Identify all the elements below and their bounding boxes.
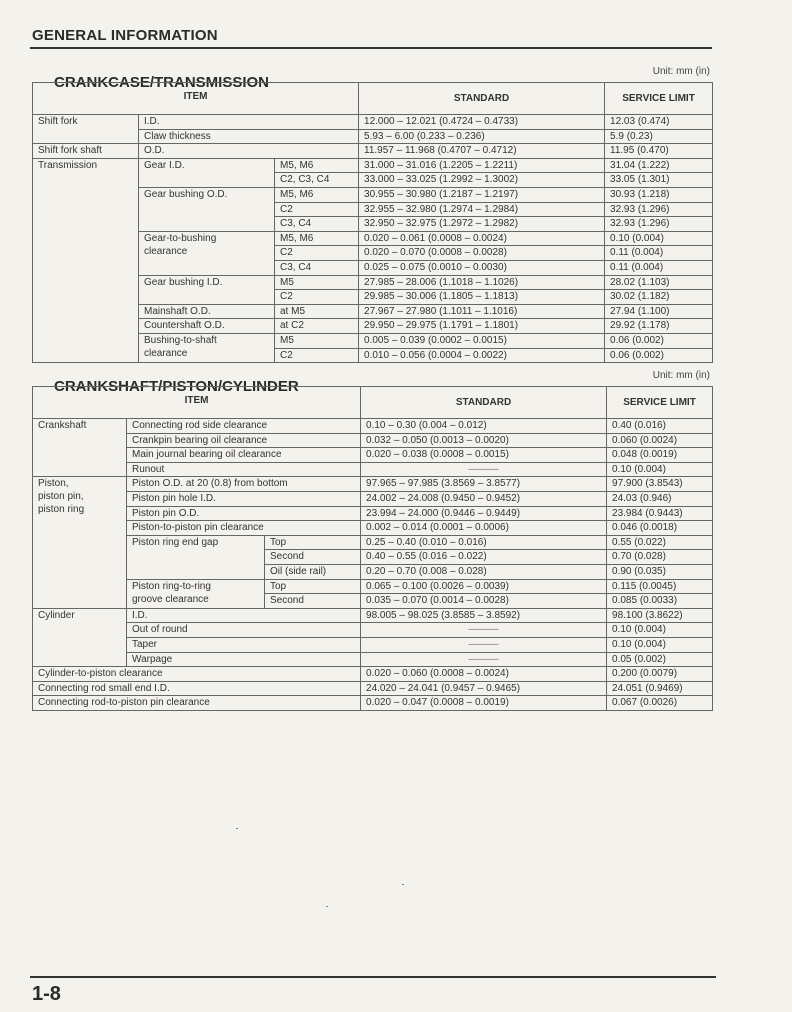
- table-row: [33, 623, 713, 638]
- cell-item-group: Crankshaft: [33, 419, 127, 477]
- cell-standard: 23.994 – 24.000 (0.9446 – 0.9449): [361, 506, 607, 521]
- cell-limit: 0.046 (0.0018): [607, 521, 713, 536]
- cell-item-line: clearance: [144, 347, 188, 359]
- cell-standard: 0.25 – 0.40 (0.010 – 0.016): [361, 535, 607, 550]
- cell-standard: 0.032 – 0.050 (0.0013 – 0.0020): [361, 433, 607, 448]
- section-title: CRANKSHAFT/PISTON/CYLINDER: [48, 378, 305, 395]
- cell-standard: 31.000 – 31.016 (1.2205 – 1.2211): [359, 158, 605, 173]
- cell-standard: 11.957 – 11.968 (0.4707 – 0.4712): [359, 144, 605, 159]
- spec-table: [32, 82, 713, 363]
- scan-speck: [236, 828, 238, 829]
- cell-standard: 24.020 – 24.041 (0.9457 – 0.9465): [361, 681, 607, 696]
- cell-item: Gear bushing O.D.: [139, 187, 275, 231]
- cell-standard: 24.002 – 24.008 (0.9450 – 0.9452): [361, 491, 607, 506]
- cell-limit: 0.90 (0.035): [607, 564, 713, 579]
- table-header-row: [33, 83, 713, 115]
- table-header-row: [33, 387, 713, 419]
- cell-standard: 29.950 – 29.975 (1.1791 – 1.1801): [359, 319, 605, 334]
- cell-item-line: piston pin,: [38, 491, 84, 503]
- cell-standard: 0.025 – 0.075 (0.0010 – 0.0030): [359, 260, 605, 275]
- cell-item: Piston O.D. at 20 (0.8) from bottom: [127, 477, 361, 492]
- table-row: [33, 681, 713, 696]
- cell-item-line: Piston ring-to-ring: [132, 580, 211, 592]
- cell-item: Main journal bearing oil clearance: [127, 448, 361, 463]
- cell-item: [139, 231, 275, 275]
- cell-standard: 32.950 – 32.975 (1.2972 – 1.2982): [359, 217, 605, 232]
- cell-sub: at C2: [275, 319, 359, 334]
- cell-standard: 97.965 – 97.985 (3.8569 – 3.8577): [361, 477, 607, 492]
- table-row: [33, 115, 713, 130]
- cell-item-group: Connecting rod-to-piston pin clearance: [33, 696, 361, 711]
- cell-limit: 30.93 (1.218): [605, 187, 713, 202]
- col-item: ITEM: [33, 387, 361, 419]
- cell-standard: 0.020 – 0.038 (0.0008 – 0.0015): [361, 448, 607, 463]
- cell-standard: ———: [361, 462, 607, 477]
- unit-label: Unit: mm (in): [652, 370, 710, 381]
- cell-sub: Oil (side rail): [265, 564, 361, 579]
- cell-limit: 0.10 (0.004): [607, 462, 713, 477]
- table-row: [33, 667, 713, 682]
- table-row: [33, 696, 713, 711]
- cell-item: I.D.: [139, 115, 359, 130]
- cell-sub: M5, M6: [275, 231, 359, 246]
- cell-limit: 30.02 (1.182): [605, 290, 713, 305]
- cell-item-group: Transmission: [33, 158, 139, 362]
- cell-limit: 23.984 (0.9443): [607, 506, 713, 521]
- header-rule: [30, 47, 712, 49]
- cell-item-line: piston ring: [38, 504, 85, 516]
- cell-standard: 0.20 – 0.70 (0.008 – 0.028): [361, 564, 607, 579]
- cell-item: Taper: [127, 637, 361, 652]
- cell-limit: 32.93 (1.296): [605, 217, 713, 232]
- cell-limit: 33.05 (1.301): [605, 173, 713, 188]
- col-item: ITEM: [33, 83, 359, 115]
- unit-label: Unit: mm (in): [652, 66, 710, 77]
- cell-limit: 0.085 (0.0033): [607, 594, 713, 609]
- scan-speck: [326, 906, 328, 907]
- cell-item: Runout: [127, 462, 361, 477]
- cell-item: Connecting rod side clearance: [127, 419, 361, 434]
- footer-rule: [30, 976, 716, 978]
- cell-sub: at M5: [275, 304, 359, 319]
- cell-item-group: Shift fork: [33, 115, 139, 144]
- cell-limit: 97.900 (3.8543): [607, 477, 713, 492]
- cell-standard: 0.020 – 0.070 (0.0008 – 0.0028): [359, 246, 605, 261]
- cell-item: Piston pin O.D.: [127, 506, 361, 521]
- cell-limit: 0.05 (0.002): [607, 652, 713, 667]
- cell-sub: C2, C3, C4: [275, 173, 359, 188]
- cell-item: I.D.: [127, 608, 361, 623]
- cell-sub: C2: [275, 290, 359, 305]
- cell-item-line: Bushing-to-shaft: [144, 334, 217, 346]
- cell-item: Out of round: [127, 623, 361, 638]
- cell-limit: 0.048 (0.0019): [607, 448, 713, 463]
- cell-item-group: Cylinder: [33, 608, 127, 666]
- cell-standard: 0.002 – 0.014 (0.0001 – 0.0006): [361, 521, 607, 536]
- cell-item: Piston ring end gap: [127, 535, 265, 579]
- cell-limit: 29.92 (1.178): [605, 319, 713, 334]
- table-row: [33, 477, 713, 492]
- table-row: [33, 535, 713, 550]
- cell-standard: 0.020 – 0.060 (0.0008 – 0.0024): [361, 667, 607, 682]
- page-header-title: GENERAL INFORMATION: [32, 27, 218, 44]
- cell-item-group: [33, 477, 127, 608]
- table-row: [33, 652, 713, 667]
- cell-standard: 0.020 – 0.047 (0.0008 – 0.0019): [361, 696, 607, 711]
- table-row: [33, 637, 713, 652]
- col-standard: STANDARD: [359, 83, 605, 115]
- cell-limit: 27.94 (1.100): [605, 304, 713, 319]
- cell-standard: 32.955 – 32.980 (1.2974 – 1.2984): [359, 202, 605, 217]
- cell-limit: 5.9 (0.23): [605, 129, 713, 144]
- table-row: [33, 506, 713, 521]
- cell-sub: C2: [275, 202, 359, 217]
- scan-speck: [402, 884, 404, 885]
- cell-item: Countershaft O.D.: [139, 319, 275, 334]
- cell-standard: 0.065 – 0.100 (0.0026 – 0.0039): [361, 579, 607, 594]
- cell-limit: 32.93 (1.296): [605, 202, 713, 217]
- cell-limit: 0.06 (0.002): [605, 333, 713, 348]
- cell-limit: 28.02 (1.103): [605, 275, 713, 290]
- cell-sub: Top: [265, 535, 361, 550]
- cell-sub: M5: [275, 333, 359, 348]
- cell-limit: 0.10 (0.004): [607, 623, 713, 638]
- cell-standard: 27.985 – 28.006 (1.1018 – 1.1026): [359, 275, 605, 290]
- cell-item-line: clearance: [144, 245, 188, 257]
- table-row: [33, 448, 713, 463]
- col-standard: STANDARD: [361, 387, 607, 419]
- table-row: [33, 433, 713, 448]
- cell-standard: 29.985 – 30.006 (1.1805 – 1.1813): [359, 290, 605, 305]
- cell-sub: C2: [275, 246, 359, 261]
- table-row: [33, 462, 713, 477]
- cell-standard: 12.000 – 12.021 (0.4724 – 0.4733): [359, 115, 605, 130]
- table-row: [33, 521, 713, 536]
- table-row: [33, 419, 713, 434]
- cell-limit: 11.95 (0.470): [605, 144, 713, 159]
- cell-standard: ———: [361, 623, 607, 638]
- cell-item: O.D.: [139, 144, 359, 159]
- cell-standard: ———: [361, 637, 607, 652]
- cell-item-group: Cylinder-to-piston clearance: [33, 667, 361, 682]
- col-service-limit: SERVICE LIMIT: [607, 387, 713, 419]
- cell-item: Gear bushing I.D.: [139, 275, 275, 304]
- table-row: [33, 608, 713, 623]
- cell-limit: 0.10 (0.004): [607, 637, 713, 652]
- cell-limit: 0.11 (0.004): [605, 260, 713, 275]
- cell-item: Piston-to-piston pin clearance: [127, 521, 361, 536]
- cell-limit: 12.03 (0.474): [605, 115, 713, 130]
- col-service-limit: SERVICE LIMIT: [605, 83, 713, 115]
- cell-item: Crankpin bearing oil clearance: [127, 433, 361, 448]
- table-row: [33, 158, 713, 173]
- cell-standard: ———: [361, 652, 607, 667]
- cell-standard: 0.10 – 0.30 (0.004 – 0.012): [361, 419, 607, 434]
- cell-limit: 0.70 (0.028): [607, 550, 713, 565]
- page-number: 1-8: [32, 983, 61, 1005]
- cell-sub: M5, M6: [275, 158, 359, 173]
- cell-sub: Top: [265, 579, 361, 594]
- table-row: [33, 491, 713, 506]
- cell-limit: 98.100 (3.8622): [607, 608, 713, 623]
- cell-sub: M5, M6: [275, 187, 359, 202]
- cell-standard: 0.005 – 0.039 (0.0002 – 0.0015): [359, 333, 605, 348]
- cell-standard: 0.010 – 0.056 (0.0004 – 0.0022): [359, 348, 605, 363]
- cell-standard: 30.955 – 30.980 (1.2187 – 1.2197): [359, 187, 605, 202]
- cell-sub: C3, C4: [275, 217, 359, 232]
- cell-limit: 0.115 (0.0045): [607, 579, 713, 594]
- cell-limit: 0.11 (0.004): [605, 246, 713, 261]
- cell-item-group: Connecting rod small end I.D.: [33, 681, 361, 696]
- cell-item: Gear I.D.: [139, 158, 275, 187]
- cell-limit: 0.060 (0.0024): [607, 433, 713, 448]
- cell-limit: 24.051 (0.9469): [607, 681, 713, 696]
- cell-limit: 31.04 (1.222): [605, 158, 713, 173]
- cell-item: Mainshaft O.D.: [139, 304, 275, 319]
- cell-sub: Second: [265, 594, 361, 609]
- section-title: CRANKCASE/TRANSMISSION: [48, 74, 275, 91]
- cell-item-line: groove clearance: [132, 593, 209, 605]
- table-row: [33, 579, 713, 594]
- cell-standard: 0.40 – 0.55 (0.016 – 0.022): [361, 550, 607, 565]
- cell-sub: C3, C4: [275, 260, 359, 275]
- cell-item: [139, 333, 275, 362]
- cell-limit: 0.06 (0.002): [605, 348, 713, 363]
- cell-standard: 0.035 – 0.070 (0.0014 – 0.0028): [361, 594, 607, 609]
- cell-item-group: Shift fork shaft: [33, 144, 139, 159]
- cell-item-line: Gear-to-bushing: [144, 232, 217, 244]
- cell-limit: 24.03 (0.946): [607, 491, 713, 506]
- cell-limit: 0.200 (0.0079): [607, 667, 713, 682]
- cell-limit: 0.067 (0.0026): [607, 696, 713, 711]
- spec-table: [32, 386, 713, 711]
- cell-standard: 33.000 – 33.025 (1.2992 – 1.3002): [359, 173, 605, 188]
- cell-item-line: Piston,: [38, 478, 69, 490]
- cell-sub: C2: [275, 348, 359, 363]
- table-row: [33, 144, 713, 159]
- cell-sub: M5: [275, 275, 359, 290]
- cell-standard: 0.020 – 0.061 (0.0008 – 0.0024): [359, 231, 605, 246]
- cell-item: Claw thickness: [139, 129, 359, 144]
- cell-sub: Second: [265, 550, 361, 565]
- cell-limit: 0.55 (0.022): [607, 535, 713, 550]
- cell-item: Warpage: [127, 652, 361, 667]
- cell-item: [127, 579, 265, 608]
- cell-standard: 5.93 – 6.00 (0.233 – 0.236): [359, 129, 605, 144]
- cell-item: Piston pin hole I.D.: [127, 491, 361, 506]
- cell-limit: 0.10 (0.004): [605, 231, 713, 246]
- cell-standard: 98.005 – 98.025 (3.8585 – 3.8592): [361, 608, 607, 623]
- cell-standard: 27.967 – 27.980 (1.1011 – 1.1016): [359, 304, 605, 319]
- cell-limit: 0.40 (0.016): [607, 419, 713, 434]
